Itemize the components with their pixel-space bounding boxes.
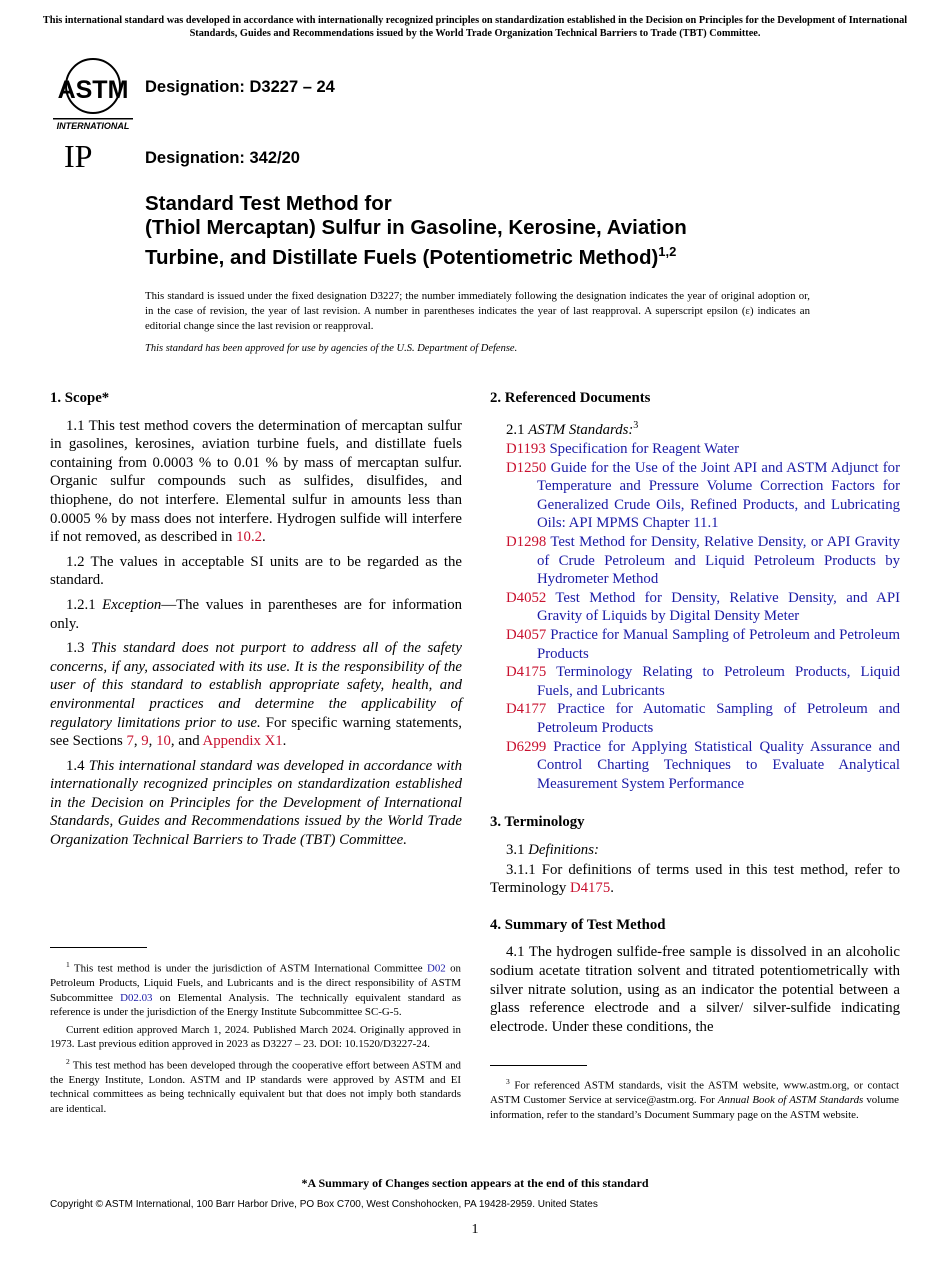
astm-logo-subtext: INTERNATIONAL xyxy=(56,121,130,130)
dod-note: This standard has been approved for use by agencies of the U.S. Department of Defense. xyxy=(145,343,518,354)
footnote-2: $^2$ This test method has been developed through the cooperative effort between ASTM and the Energy Institute, London. ASTM and IP standards were approved by ASTM and EI technical committees as being technically equivalent but that does not imply both standards are identical. xyxy=(50,1056,461,1115)
issue-note: This standard is issued under the fixed designation D3227; the number immediately following the designation indicates the year of original adoption or, in the case of revision, the year of last revision. A number in parentheses indicates the year of last reapproval. A superscript epsilon (ε) indicates an editorial change since the last revision or reapproval. xyxy=(145,290,810,332)
link-d4175[interactable]: D4175 xyxy=(569,880,611,897)
title-line-3: Turbine, and Distillate Fuels (Potentiometric Method) xyxy=(145,245,659,269)
link-d02[interactable]: D02 xyxy=(426,962,446,975)
paragraph-1-2: 1.2 The values in acceptable SI units are to be regarded as the standard. xyxy=(50,553,462,589)
paragraph-4-1: 4.1 The hydrogen sulfide-free sample is dissolved in an alcoholic sodium acetate titration solvent and titrated potentiometrically with silver nitrate solution, using as an indicator the potential between a glass reference electrode and a silver/ silver-sulfide indicating electrode. Under these conditions, the xyxy=(490,944,900,1035)
summary-of-changes-note: *A Summary of Changes section appears at the end of this standard xyxy=(301,1176,649,1190)
section-heading-scope: 1. Scope* xyxy=(50,390,110,406)
reference-item[interactable]: D4177 Practice for Automatic Sampling of Petroleum and Petroleum Products xyxy=(506,701,901,737)
link-section-10[interactable]: 10 xyxy=(156,733,171,750)
subsection-3-1: 3.1 Definitions: xyxy=(506,841,599,858)
astm-logo-text: ASTM xyxy=(57,76,129,104)
link-d02-03[interactable]: D02.03 xyxy=(120,991,153,1004)
reference-item[interactable]: D4175 Terminology Relating to Petroleum Products, Liquid Fuels, and Lubricants xyxy=(506,664,900,699)
title-line-1: Standard Test Method for xyxy=(145,192,392,215)
copyright: Copyright © ASTM International, 100 Barr Harbor Drive, PO Box C700, West Conshohocken, PA 19428-2959. United States xyxy=(50,1199,598,1210)
title-line-2: (Thiol Mercaptan) Sulfur in Gasoline, Kerosine, Aviation xyxy=(145,216,687,239)
paragraph-1-2-1: 1.2.1 Exception—The values in parentheses are for information only. xyxy=(50,596,462,632)
section-heading-terminology: 3. Terminology xyxy=(490,814,585,831)
paragraph-3-1-1: 3.1.1 For definitions of terms used in this test method, refer to Terminology D4175. xyxy=(490,861,900,897)
title-footnote-ref[interactable]: 1,2 xyxy=(658,244,677,259)
section-heading-referenced-documents: 2. Referenced Documents xyxy=(490,390,651,406)
reference-item[interactable]: D6299 Practice for Applying Statistical Quality Assurance and Control Charting Techniques to Evaluate Analytical Measurement System Performance xyxy=(506,738,900,792)
page-title xyxy=(145,192,845,270)
ip-logo-text: IP xyxy=(64,140,93,170)
paragraph-1-4: 1.4 This international standard was developed in accordance with internationally recognized principles on standardization established in the Decision on Principles for the Development of International Standards, Guides and Recommendations issued by the World Trade Organization Technical Barriers to Trade (TBT) Committee. xyxy=(50,757,462,849)
astm-logo xyxy=(53,58,133,130)
link-appendix-x1[interactable]: Appendix X1 xyxy=(202,733,283,750)
paragraph-1-3: 1.3 This standard does not purport to address all of the safety concerns, if any, associated with its use. It is the responsibility of the user of this standard to establish appropriate safety, health, and environmental practices and determine the applicability of regulatory limitations prior to use. For specific warning statements, see Sections 7, 9, 10, and Appendix X1. xyxy=(50,640,462,750)
footnotes-right xyxy=(490,1075,899,1125)
paragraph-1-1: 1.1 This test method covers the determination of mercaptan sulfur in gasolines, kerosines, aviation turbine fuels, and distillate fuels containing from 0.0003 % to 0.01 % by mass of mercaptan sulfur. Organic sulfur compounds such as sulfides, disulfides, and thiophene, do not interfere. Elemental sulfur in amounts less than 0.0005 % by mass does not interfere. Hydrogen sulfide will interfere if not removed, as described in 10.2. xyxy=(50,417,462,546)
designation-ip: Designation: 342/20 xyxy=(145,149,300,167)
header-notice: This international standard was developed in accordance with internationally recognized principles on standardization established in the Decision on Principles for the Development of International Standards, Guides and Recommendations issued by the World Trade Organization Technical Barriers to Trade (TBT) Committee. xyxy=(42,15,908,39)
left-column xyxy=(50,389,462,856)
reference-item[interactable]: D1298 Test Method for Density, Relative Density, or API Gravity of Crude Petroleum and Liquid Petroleum Products by Hydrometer Method xyxy=(506,534,901,588)
reference-item[interactable]: D4057 Practice for Manual Sampling of Petroleum and Petroleum Products xyxy=(506,627,900,662)
link-10-2[interactable]: 10.2 xyxy=(236,529,263,546)
footnote-1: $^1$ This test method is under the jurisdiction of ASTM International Committee D02 on Petroleum Products, Liquid Fuels, and Lubricants and is the direct responsibility of ASTM Subcommittee D02.03 on Elemental Analysis. The technically equivalent standard as reference is under the jurisdiction of the Energy Institute Subcommittee SC-G-5. xyxy=(50,960,461,1019)
subsection-2-1: 2.1 ASTM Standards:$^3$ xyxy=(506,419,639,438)
link-section-9[interactable]: 9 xyxy=(141,733,149,750)
right-column xyxy=(490,389,900,1042)
page-number: 1 xyxy=(471,1222,479,1237)
footnotes-left xyxy=(50,958,461,1119)
reference-item[interactable]: D4052 Test Method for Density, Relative Density, and API Gravity of Liquids by Digital Density Meter xyxy=(506,589,901,625)
reference-item[interactable]: D1250 Guide for the Use of the Joint API and ASTM Adjunct for Temperature and Pressure Volume Correction Factors for Generalized Crude Oils, Refined Products, and Lubricating Oils: API MPMS Chapter 11.1 xyxy=(506,459,901,532)
link-section-7[interactable]: 7 xyxy=(126,733,134,750)
footnote-divider-right xyxy=(490,1065,587,1066)
footnote-1-edition: Current edition approved March 1, 2024. Published March 2024. Originally approved in 1973. Last previous edition approved in 2023 as D3227 – 23. DOI: 10.1520/D3227-24. xyxy=(50,1023,461,1051)
designation-astm: Designation: D3227 – 24 xyxy=(145,78,335,96)
ip-logo xyxy=(62,140,107,170)
reference-list xyxy=(490,440,900,793)
section-heading-summary: 4. Summary of Test Method xyxy=(490,916,666,933)
footnote-3: $^3$ For referenced ASTM standards, visit the ASTM website, www.astm.org, or contact ASTM Customer Service at service@astm.org. For Annual Book of ASTM Standards volume information, refer to the standard’s Document Summary page on the ASTM website. xyxy=(490,1077,900,1121)
footnote-divider-left xyxy=(50,947,147,948)
reference-item[interactable]: D1193 Specification for Reagent Water xyxy=(506,441,740,458)
